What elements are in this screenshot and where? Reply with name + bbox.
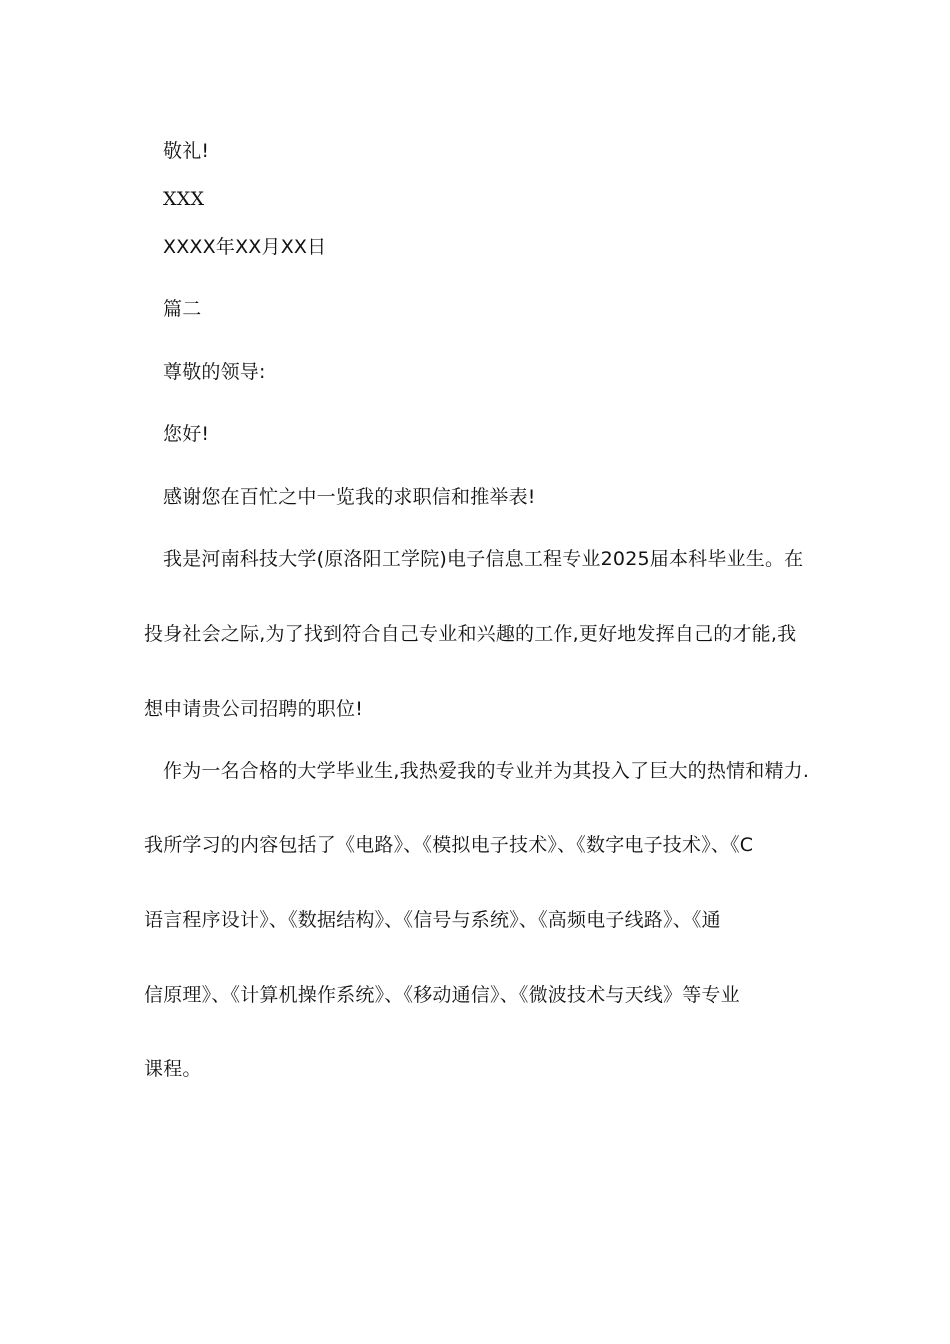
paragraph-2-line-1: 作为一名合格的大学毕业生,我热爱我的专业并为其投入了巨大的热情和精力.: [163, 760, 810, 782]
paragraph-2-line-3: 语言程序设计》、《数据结构》、《信号与系统》、《高频电子线路》、《通: [144, 909, 721, 931]
letter-thanks: 感谢您在百忙之中一览我的求职信和推举表!: [163, 486, 536, 508]
closing-date: XXXX年XX月XX日: [163, 236, 327, 258]
paragraph-2-line-2: 我所学习的内容包括了《电路》、《模拟电子技术》、《数字电子技术》、《C: [144, 834, 754, 856]
letter-hello: 您好!: [163, 423, 210, 445]
letter-greeting: 尊敬的领导:: [163, 361, 266, 383]
section-heading: 篇二: [163, 298, 202, 320]
closing-signature: XXX: [163, 188, 205, 210]
paragraph-2-line-5: 课程。: [144, 1058, 202, 1080]
paragraph-1-line-3: 想申请贵公司招聘的职位!: [144, 698, 364, 720]
closing-salute: 敬礼!: [163, 140, 210, 162]
paragraph-1-line-1: 我是河南科技大学(原洛阳工学院)电子信息工程专业2025届本科毕业生。在: [163, 548, 804, 570]
paragraph-1-line-2: 投身社会之际,为了找到符合自己专业和兴趣的工作,更好地发挥自己的才能,我: [144, 623, 797, 645]
paragraph-2-line-4: 信原理》、《计算机操作系统》、《移动通信》、《微波技术与天线》等专业: [144, 984, 740, 1006]
